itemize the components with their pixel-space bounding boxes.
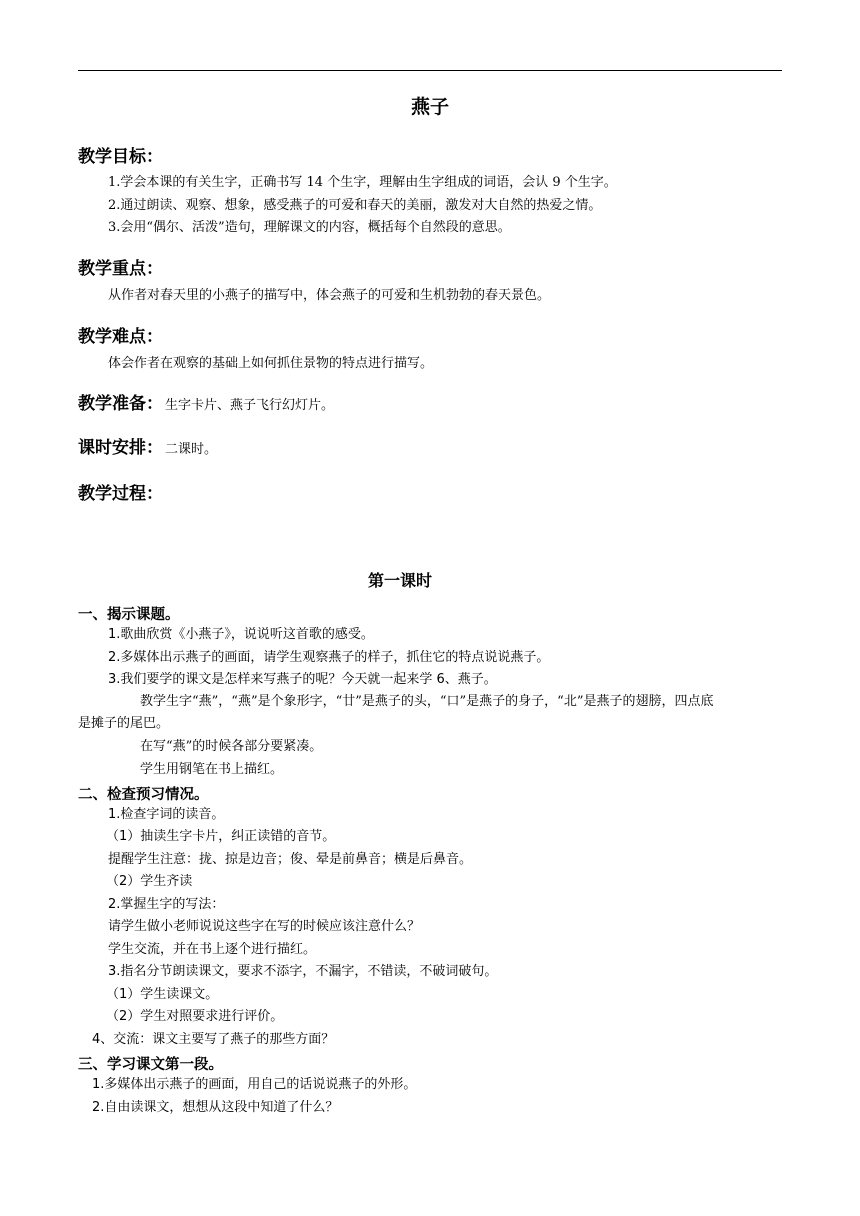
focus-heading: 教学重点： bbox=[78, 259, 163, 279]
section-3-line: 1.多媒体出示燕子的画面，用自己的话说说燕子的外形。 bbox=[92, 1077, 417, 1092]
section-1-line: 2.多媒体出示燕子的画面，请学生观察燕子的样子，抓住它的特点说说燕子。 bbox=[108, 650, 550, 665]
goals-heading: 教学目标： bbox=[78, 147, 163, 167]
prep-heading: 教学准备： bbox=[78, 394, 163, 414]
section-1-line: 是摊子的尾巴。 bbox=[78, 716, 170, 731]
difficulty-heading: 教学难点： bbox=[78, 327, 163, 347]
section-1-line: 教学生字“燕”，“燕”是个象形字，“廿”是燕子的头，“口”是燕子的身子，“北”是燕子的翅膀，四点底 bbox=[140, 694, 714, 709]
section-1-heading: 一、揭示课题。 bbox=[78, 607, 180, 623]
goal-item: 2.通过朗读、观察、想象，感受燕子的可爱和春天的美丽，激发对大自然的热爱之情。 bbox=[108, 198, 602, 213]
section-3-heading: 三、学习课文第一段。 bbox=[78, 1057, 223, 1073]
section-2-line: （2）学生对照要求进行评价。 bbox=[106, 1009, 284, 1024]
lesson-title: 第一课时 bbox=[367, 571, 432, 590]
section-2-line: 3.指名分节朗读课文，要求不添字，不漏字，不错读，不破词破句。 bbox=[108, 964, 498, 979]
goal-item: 3.会用“偶尔、活泼”造句，理解课文的内容，概括每个自然段的意思。 bbox=[108, 220, 511, 235]
difficulty-text: 体会作者在观察的基础上如何抓住景物的特点进行描写。 bbox=[108, 356, 434, 371]
section-2-line: 1.检查字词的读音。 bbox=[108, 807, 225, 822]
section-2-line: 请学生做小老师说说这些字在写的时候应该注意什么？ bbox=[108, 919, 421, 934]
section-2-line: 4、交流：课文主要写了燕子的那些方面？ bbox=[92, 1032, 335, 1047]
prep-text: 生字卡片、燕子飞行幻灯片。 bbox=[165, 398, 335, 413]
section-2-heading: 二、检查预习情况。 bbox=[78, 787, 209, 803]
section-1-line: 1.歌曲欣赏《小燕子》，说说听这首歌的感受。 bbox=[108, 627, 374, 642]
section-3-line: 2.自由读课文，想想从这段中知道了什么？ bbox=[92, 1100, 339, 1115]
section-1-line: 在写“燕”的时候各部分要紧凑。 bbox=[140, 739, 323, 754]
schedule-row bbox=[78, 433, 217, 458]
process-heading: 教学过程： bbox=[78, 484, 163, 504]
section-1-line: 学生用钢笔在书上描红。 bbox=[140, 762, 284, 777]
section-2-line: （1）抽读生字卡片，纠正读错的音节。 bbox=[106, 829, 336, 844]
section-2-line: 2.掌握生字的写法： bbox=[108, 897, 225, 912]
doc-title: 燕子 bbox=[410, 96, 449, 118]
section-2-line: （1）学生读课文。 bbox=[106, 987, 219, 1002]
schedule-heading: 课时安排： bbox=[78, 438, 163, 458]
prep-row bbox=[78, 389, 334, 414]
section-2-line: 学生交流，并在书上逐个进行描红。 bbox=[108, 942, 317, 957]
header-rule bbox=[78, 70, 782, 71]
schedule-text: 二课时。 bbox=[165, 442, 218, 457]
section-2-line: 提醒学生注意：拢、掠是边音；俊、晕是前鼻音；横是后鼻音。 bbox=[108, 852, 473, 867]
section-2-line: （2）学生齐读 bbox=[106, 874, 193, 889]
section-1-line: 3.我们要学的课文是怎样来写燕子的呢？今天就一起来学 6、燕子。 bbox=[108, 672, 497, 687]
goal-item: 1.学会本课的有关生字，正确书写 14 个生字，理解由生字组成的词语，会认 9 个生字。 bbox=[108, 175, 617, 190]
focus-text: 从作者对春天里的小燕子的描写中，体会燕子的可爱和生机勃勃的春天景色。 bbox=[108, 288, 551, 303]
